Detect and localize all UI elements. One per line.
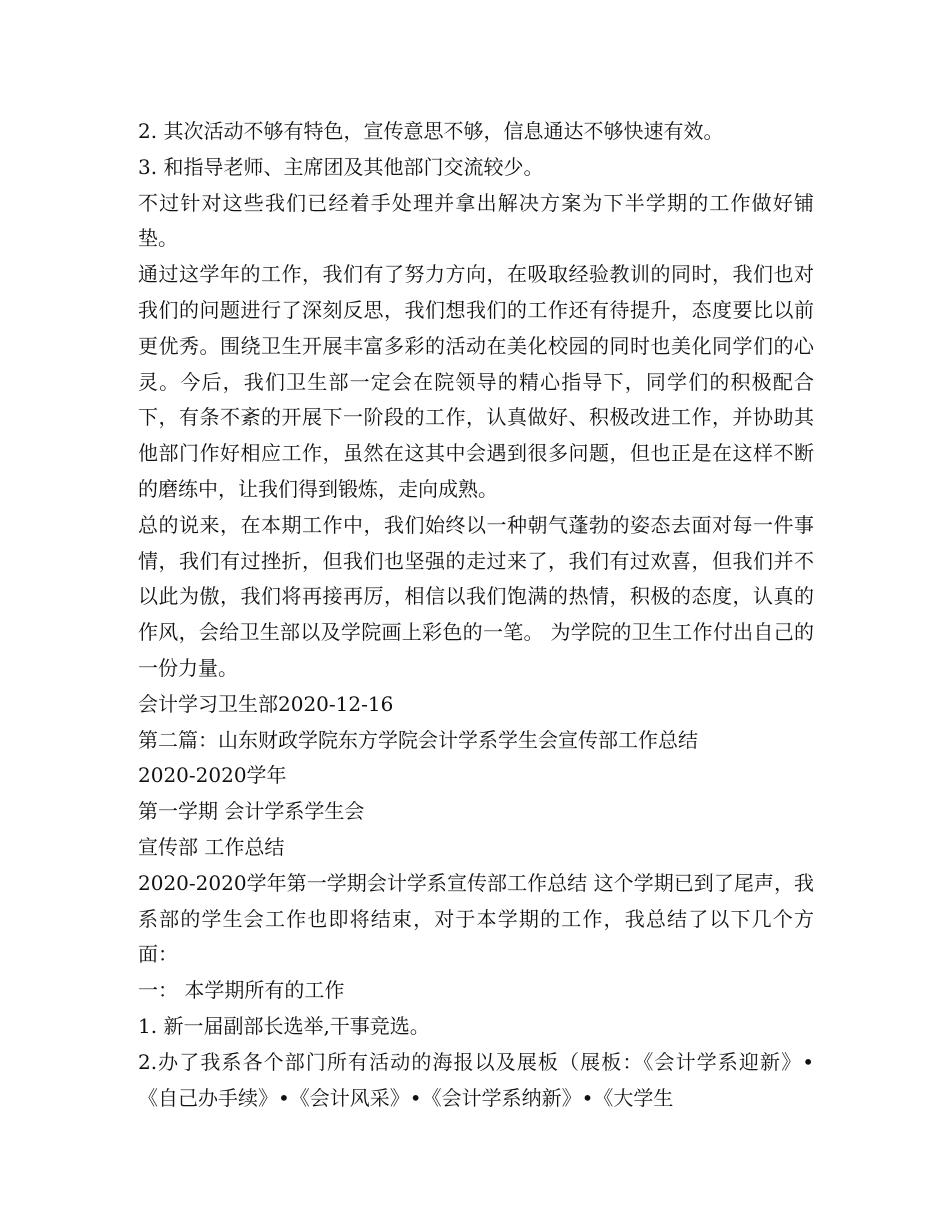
- paragraph-item: 通过这学年的工作，我们有了努力方向，在吸取经验教训的同时，我们也对我们的问题进行了深刻反思，我们想我们的工作还有待提升，态度要比以前更优秀。围绕卫生开展丰富多彩的活动在美化校园的同时也美化同学们的心灵。今后，我们卫生部一定会在院领导的精心指导下，同学们的积极配合下，有条不紊的开展下一阶段的工作，认真做好、积极改进工作，并协助其他部门作好相应工作，虽然在这其中会遇到很多问题，但也正是在这样不断的磨练中，让我们得到锻炼，走向成熟。: [138, 262, 814, 501]
- document-body: [138, 114, 814, 1116]
- section-title: 第二篇：山东财政学院东方学院会计学系学生会宣传部工作总结: [138, 727, 698, 752]
- signature-line: 会计学习卫生部2020-12-16: [138, 691, 394, 716]
- list-item: 2.办了我系各个部门所有活动的海报以及展板（展板：《会计学系迎新》•《自己办手续》•《会计风采》•《会计学系纳新》•《大学生: [138, 1049, 814, 1110]
- paragraph-item: 不过针对这些我们已经着手处理并拿出解决方案为下半学期的工作做好铺垫。: [138, 190, 814, 251]
- paragraph-item: 总的说来，在本期工作中，我们始终以一种朝气蓬勃的姿态去面对每一件事情，我们有过挫折，但我们也坚强的走过来了，我们有过欢喜，但我们并不以此为傲，我们将再接再厉，相信以我们饱满的热情，积极的态度，认真的作风，会给卫生部以及学院画上彩色的一笔。 为学院的卫生工作付出自己的一份力量。: [138, 512, 814, 680]
- section-subtitle: 第一学期 会计学系学生会: [138, 799, 365, 824]
- paragraph-item: 2020-2020学年第一学期会计学系宣传部工作总结 这个学期已到了尾声，我系部的学生会工作也即将结束，对于本学期的工作，我总结了以下几个方面：: [138, 870, 814, 967]
- section-subtitle: 宣传部 工作总结: [138, 834, 285, 859]
- paragraph-item: 3. 和指导老师、主席团及其他部门交流较少。: [138, 154, 544, 179]
- paragraph-item: 2. 其次活动不够有特色，宣传意思不够，信息通达不够快速有效。: [138, 119, 724, 143]
- list-heading: 一： 本学期所有的工作: [138, 978, 345, 1003]
- section-subtitle: 2020-2020学年: [138, 763, 287, 788]
- list-item: 1. 新一届副部长选举,干事竞选。: [138, 1013, 430, 1038]
